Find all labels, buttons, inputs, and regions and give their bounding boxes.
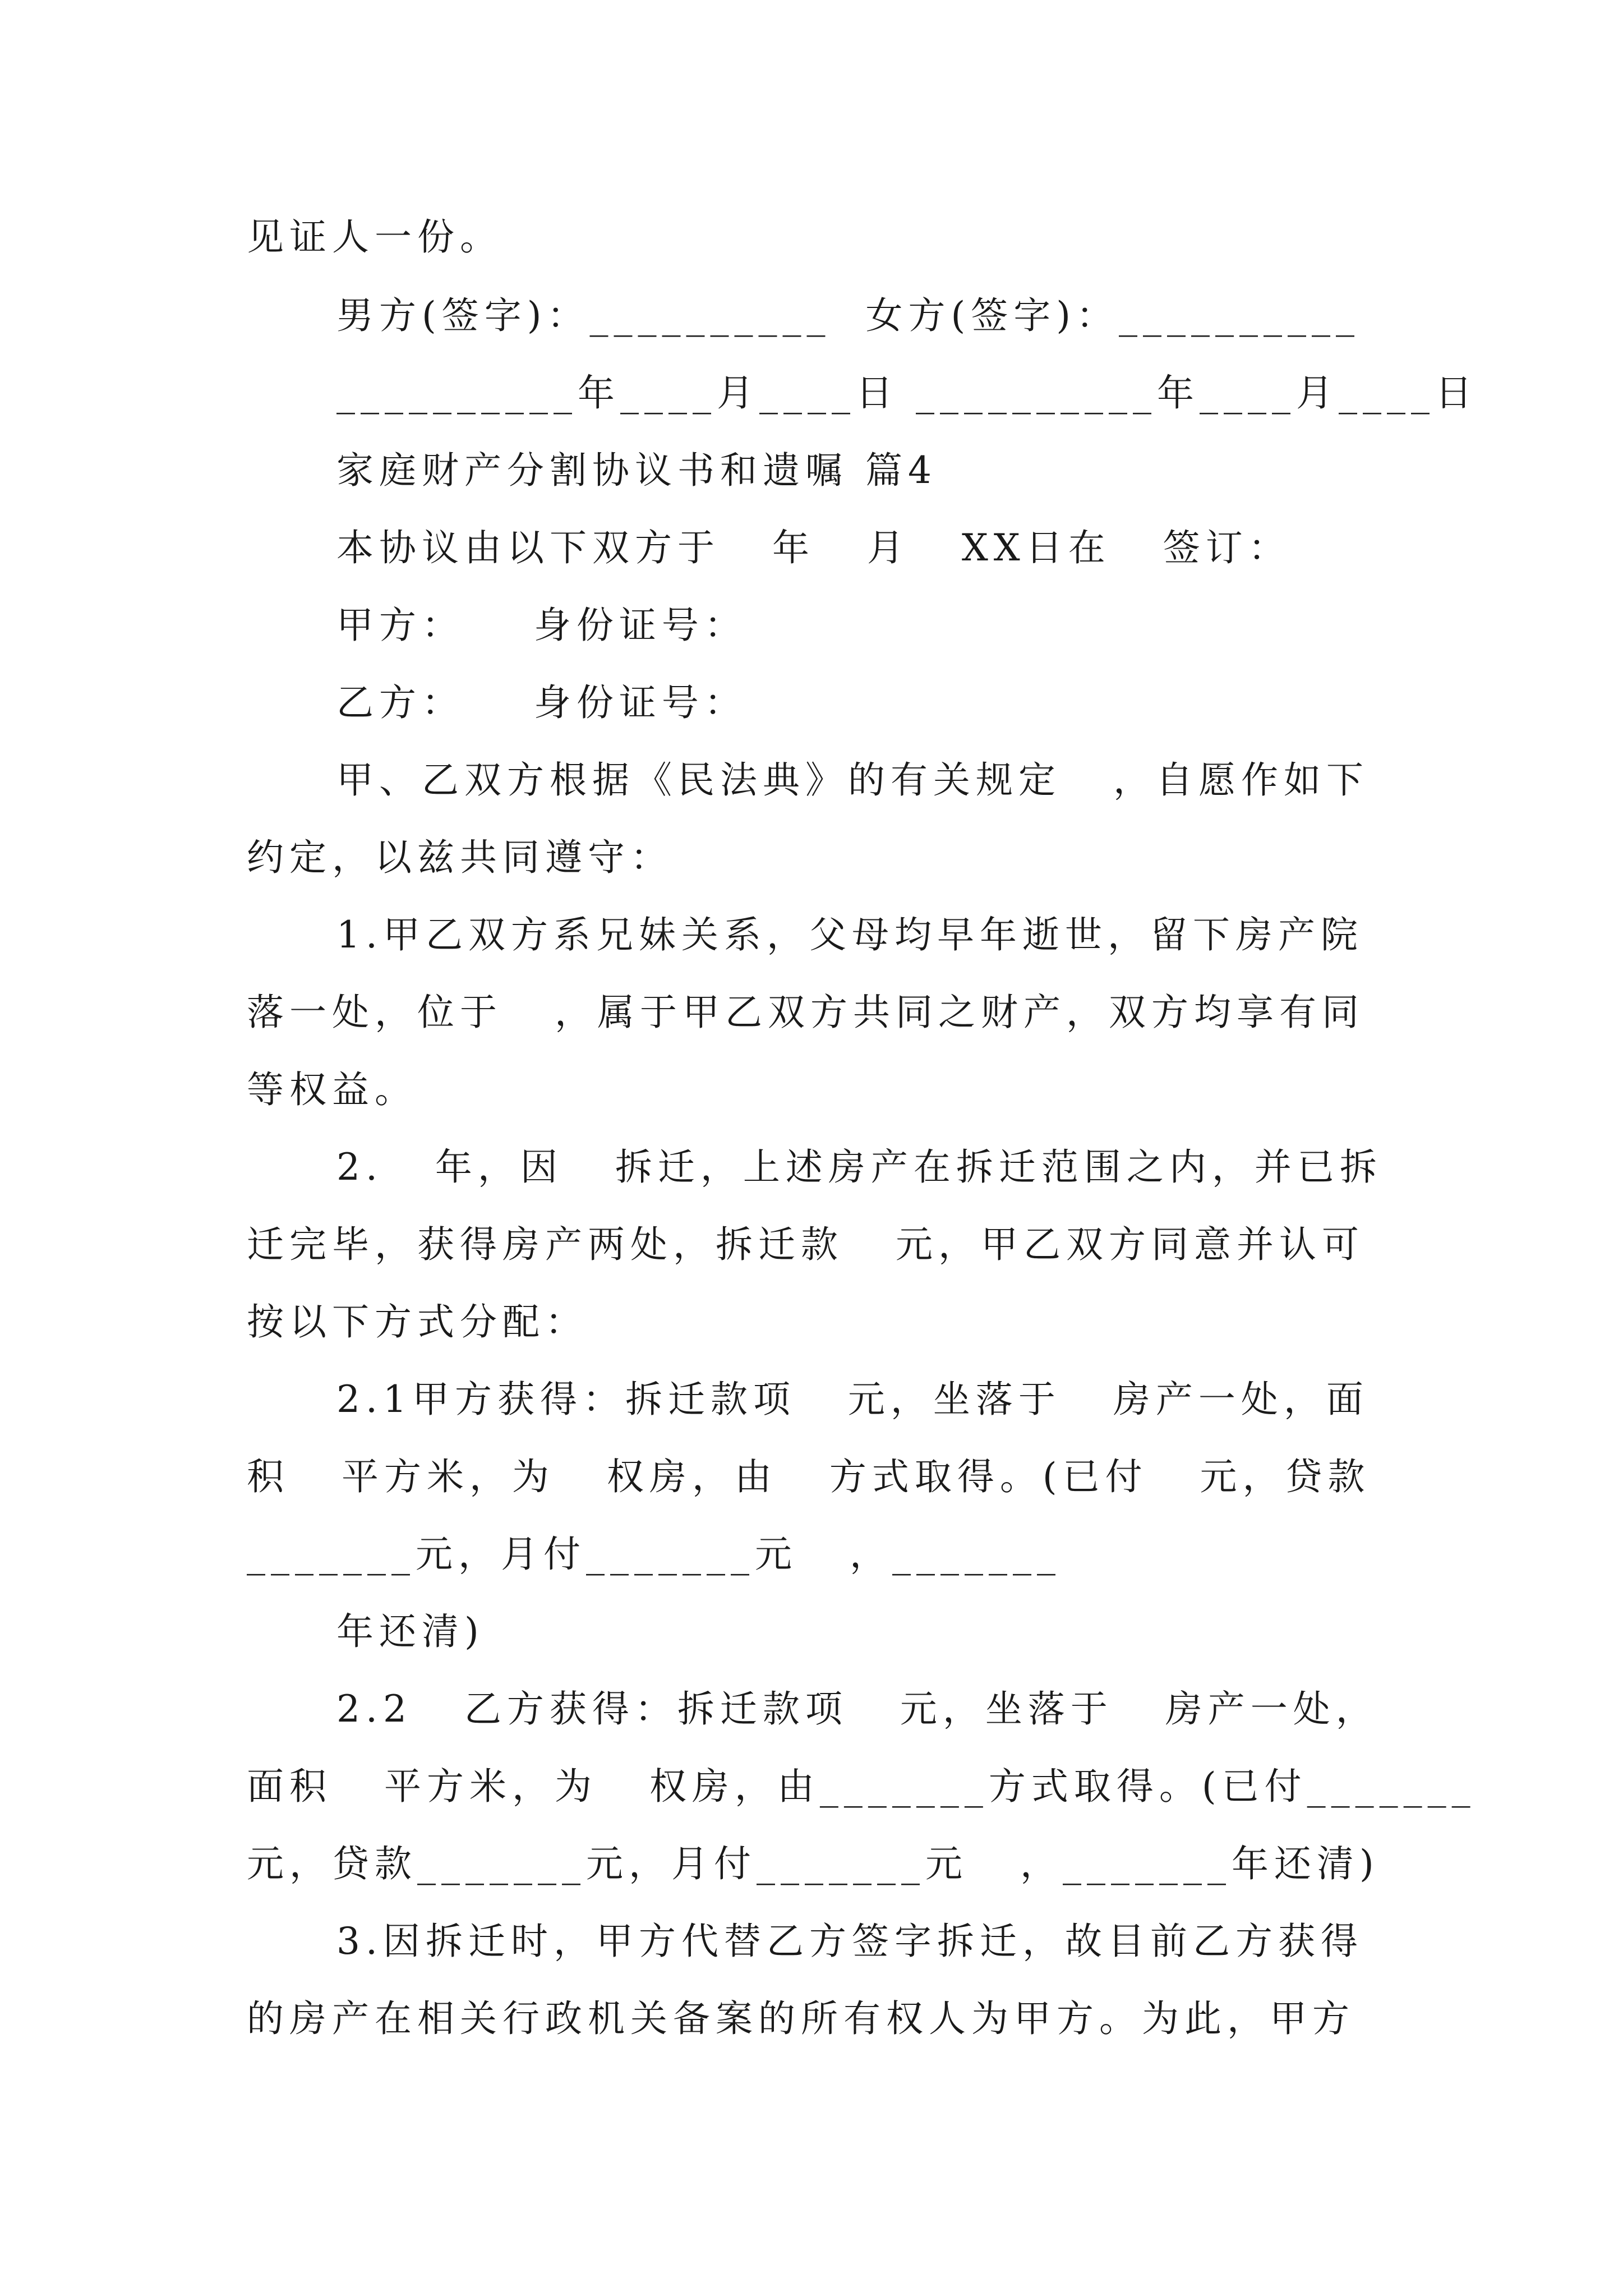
text-line: 按以下方式分配：: [247, 1300, 588, 1343]
text-line-witness: 见证人一份。: [247, 215, 502, 259]
text-line: 元，贷款_______元，月付_______元 ，_______年还清): [247, 1842, 1380, 1885]
text-line: 甲、乙双方根据《民法典》的有关规定 ，自愿作如下: [336, 758, 1369, 802]
text-line: 本协议由以下双方于 年 月 XX日在 签订：: [336, 526, 1291, 569]
date-line: __________年____月____日 __________年____月____日: [336, 371, 1478, 415]
text-line: 落一处，位于 ，属于甲乙双方共同之财产，双方均享有同: [247, 991, 1364, 1034]
text-line: 年还清): [336, 1610, 485, 1653]
clause-1: 1.甲乙双方系兄妹关系，父母均早年逝世，留下房产院: [336, 913, 1363, 956]
text-line: 面积 平方米，为 权房，由_______方式取得。(已付_______: [247, 1765, 1476, 1808]
clause-3: 3.因拆迁时，甲方代替乙方签字拆迁，故目前乙方获得: [336, 1920, 1363, 1963]
section-heading: 家庭财产分割协议书和遗嘱 篇4: [336, 449, 937, 492]
text-line: 等权益。: [247, 1068, 417, 1111]
party-b-line: 乙方： 身份证号：: [336, 681, 747, 724]
text-line: 迁完毕，获得房产两处，拆迁款 元，甲乙双方同意并认可: [247, 1223, 1364, 1266]
clause-2: 2. 年，因 拆迁，上述房产在拆迁范围之内，并已拆: [336, 1145, 1382, 1189]
signature-line: 男方(签字)：__________ 女方(签字)：__________: [336, 294, 1360, 337]
text-line: 约定，以兹共同遵守：: [247, 836, 673, 879]
clause-2-1: 2.1甲方获得：拆迁款项 元，坐落于 房产一处，面: [336, 1378, 1369, 1421]
text-line: _______元，月付_______元 ，_______: [247, 1533, 1061, 1576]
party-a-line: 甲方： 身份证号：: [336, 604, 747, 647]
text-line: 的房产在相关行政机关备案的所有权人为甲方。为此，甲方: [247, 1997, 1355, 2040]
clause-2-2: 2.2 乙方获得：拆迁款项 元，坐落于 房产一处，: [336, 1687, 1378, 1731]
text-line: 积 平方米，为 权房，由 方式取得。(已付 元，贷款: [247, 1455, 1371, 1498]
